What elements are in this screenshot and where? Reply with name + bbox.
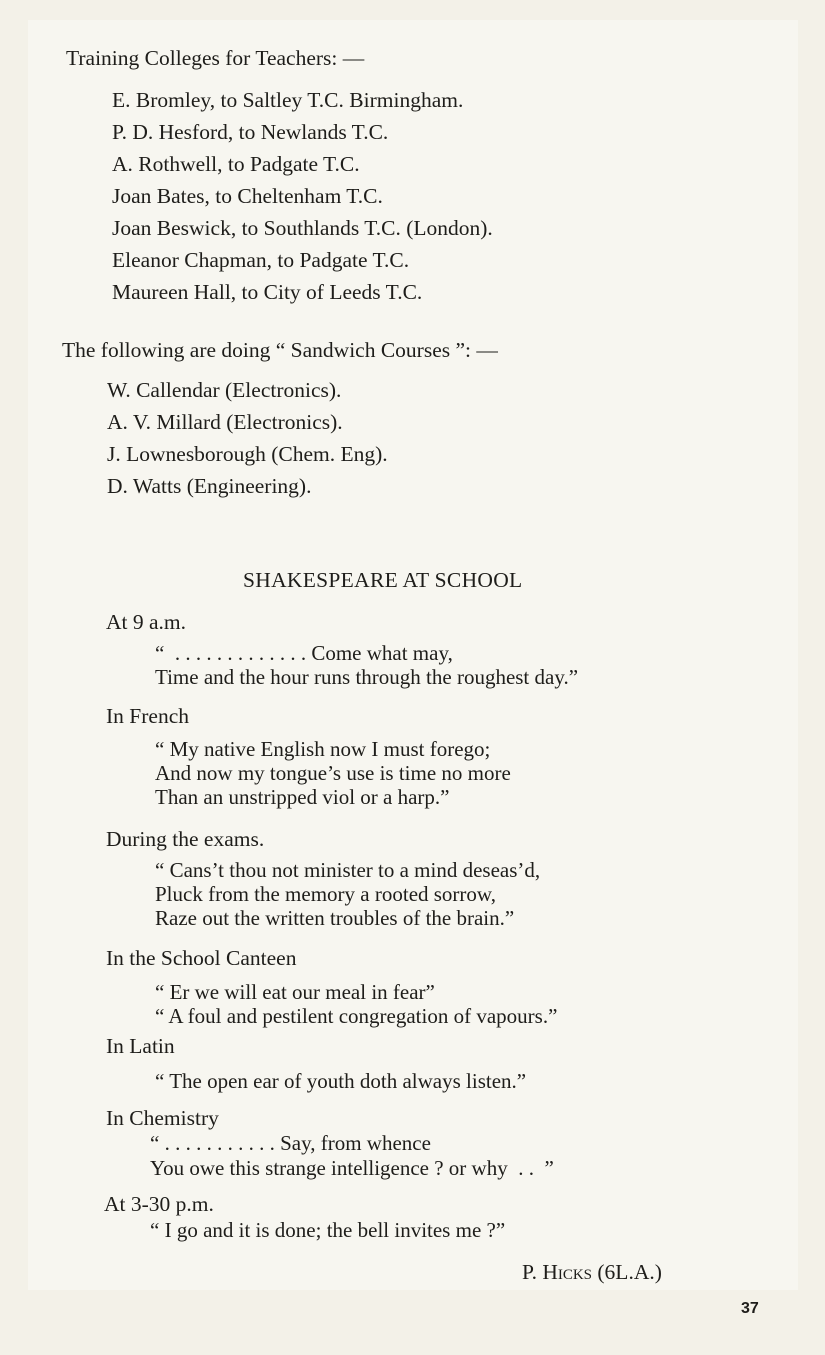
quote-line: And now my tongue’s use is time no more [155, 761, 511, 785]
sandwich-item: A. V. Millard (Electronics). [107, 410, 343, 434]
training-item: Eleanor Chapman, to Padgate T.C. [112, 248, 410, 272]
training-heading: Training Colleges for Teachers: — [66, 46, 365, 70]
sandwich-heading: The following are doing “ Sandwich Courses ”: — [62, 338, 498, 362]
training-item: Maureen Hall, to City of Leeds T.C. [112, 280, 423, 304]
quote-line: “ . . . . . . . . . . . . . Come what may, [155, 641, 453, 665]
quote-line: You owe this strange intelligence ? or why . . ” [150, 1156, 554, 1180]
author-signature: P. Hicks (6L.A.) [522, 1260, 662, 1284]
quote-line: “ I go and it is done; the bell invites me ?” [150, 1218, 506, 1242]
page-number: 37 [741, 1300, 759, 1317]
section-label: In Latin [106, 1034, 175, 1058]
quote-line: “ A foul and pestilent congregation of vapours.” [155, 1004, 558, 1028]
training-item: E. Bromley, to Saltley T.C. Birmingham. [112, 88, 464, 112]
quote-line: “ My native English now I must forego; [155, 737, 491, 761]
section-label: In French [106, 704, 189, 728]
section-label: At 3-30 p.m. [104, 1192, 214, 1216]
sandwich-item: J. Lownesborough (Chem. Eng). [107, 442, 388, 466]
quote-line: “ The open ear of youth doth always listen.” [155, 1069, 527, 1093]
quote-line: Than an unstripped viol or a harp.” [155, 785, 450, 809]
quote-line: Pluck from the memory a rooted sorrow, [155, 882, 496, 906]
sandwich-item: D. Watts (Engineering). [107, 474, 312, 498]
section-label: During the exams. [106, 827, 265, 851]
quote-line: “ Er we will eat our meal in fear” [155, 980, 435, 1004]
training-item: P. D. Hesford, to Newlands T.C. [112, 120, 389, 144]
quote-line: “ Cans’t thou not minister to a mind deseas’d, [155, 858, 541, 882]
poem-title: SHAKESPEARE AT SCHOOL [243, 568, 523, 592]
training-item: Joan Beswick, to Southlands T.C. (London). [112, 216, 493, 240]
training-item: Joan Bates, to Cheltenham T.C. [112, 184, 383, 208]
training-item: A. Rothwell, to Padgate T.C. [112, 152, 360, 176]
section-label: At 9 a.m. [106, 610, 187, 634]
quote-line: “ . . . . . . . . . . . Say, from whence [150, 1131, 431, 1155]
sandwich-item: W. Callendar (Electronics). [107, 378, 342, 402]
section-label: In Chemistry [106, 1106, 219, 1130]
quote-line: Raze out the written troubles of the brain.” [155, 906, 515, 930]
section-label: In the School Canteen [106, 946, 297, 970]
quote-line: Time and the hour runs through the roughest day.” [155, 665, 579, 689]
